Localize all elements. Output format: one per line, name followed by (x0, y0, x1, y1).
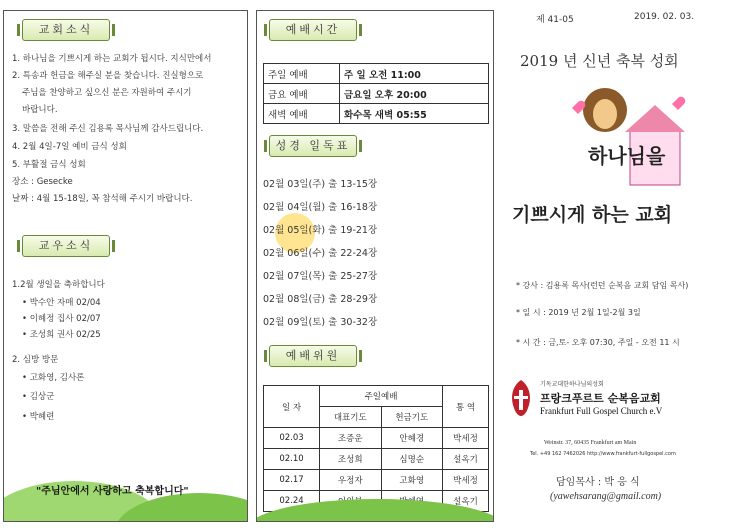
col-offering: 헌금기도 (381, 407, 443, 428)
service-time: 화수목 새벽 05:55 (339, 104, 488, 124)
address: Weinstr. 37, 60435 Frankfurt am Main (544, 440, 637, 446)
denomination-name: 기독교대한하나님의성회 (540, 381, 604, 388)
table-header-row (264, 386, 489, 407)
duty-offering: 고화영 (381, 470, 443, 491)
duty-date: 02.17 (264, 470, 320, 491)
duty-date: 02.10 (264, 449, 320, 470)
issue-number: 제 41-05 (536, 15, 574, 25)
speaker-info: * 강사 : 김용록 목사(런던 순복음 교회 담임 목사) (516, 281, 689, 290)
news-item-4: 4. 2월 4일-7일 예비 금식 성회 (12, 142, 127, 152)
member-news-header: 교우소식 (22, 235, 110, 257)
duty-header: 예배위원 (269, 345, 357, 367)
news-item-date: 날짜 : 4월 15-18일, 꼭 참석해 주시기 바랍니다. (12, 194, 193, 204)
duty-prayer: 우정자 (320, 470, 382, 491)
contact: Tel. +49 162 7462026 http://www.frankfurt-fullgospel.com (530, 451, 676, 457)
table-row (264, 64, 489, 84)
news-item-1: 1. 하나님을 기쁘시게 하는 교회가 됩시다. 지식만에서 (12, 54, 212, 64)
duty-interp: 설옥기 (443, 449, 489, 470)
news-item-2b: 주님을 찬양하고 싶으신 분은 자원하여 주시기 (22, 88, 192, 98)
duty-interp: 박세정 (443, 428, 489, 449)
service-name: 금요 예배 (264, 84, 340, 104)
church-name-korean: 프랑크푸르트 순복음교회 (540, 392, 661, 405)
service-time: 금요일 오후 20:00 (339, 84, 488, 104)
col-interp: 통 역 (443, 386, 489, 428)
visit-3: • 박혜련 (22, 412, 55, 422)
news-item-3: 3. 말씀을 전해 주신 김용록 목사님께 감사드립니다. (12, 124, 204, 134)
birthday-title: 1.2월 생일을 축하합니다 (12, 280, 105, 290)
table-row (264, 449, 489, 470)
church-news-panel (3, 10, 248, 522)
pastor-name: 담임목사 : 박 응 식 (556, 477, 640, 488)
theme-line-1: 하나님을 (588, 144, 666, 168)
duty-date: 02.03 (264, 428, 320, 449)
dates-info: * 일 시 : 2019 년 2월 1일-2월 3일 (516, 308, 641, 317)
church-name-english: Frankfurt Full Gospel Church e.V (540, 406, 663, 416)
pastor-email: (yawehsarang@gmail.com) (550, 491, 662, 502)
news-item-2: 2. 특송과 헌금을 해주실 분을 찾습니다. 진실형으로 (12, 71, 204, 81)
news-item-place: 장소 : Gesecke (12, 177, 73, 187)
table-row (264, 104, 489, 124)
service-name: 주일 예배 (264, 64, 340, 84)
bible-row-2: 02월 04일(월) 출 16-18장 (263, 202, 378, 213)
service-name: 새벽 예배 (264, 104, 340, 124)
times-info: * 시 간 : 금,토- 오후 07:30, 주일 - 오전 11 시 (516, 338, 680, 347)
news-item-2c: 바랍니다. (22, 105, 58, 115)
duty-interp: 박세정 (443, 470, 489, 491)
col-prayer: 대표기도 (320, 407, 382, 428)
bible-row-4: 02월 06일(수) 출 22-24장 (263, 248, 378, 259)
visit-title: 2. 심방 방문 (12, 355, 59, 365)
blessing-text: "주님안에서 사랑하고 축복합니다" (36, 486, 189, 497)
birthday-3: • 조성희 권사 02/25 (22, 330, 101, 340)
bible-reading-header: 성경 일독표 (269, 135, 357, 157)
duty-offering: 안혜경 (381, 428, 443, 449)
duty-table (263, 385, 489, 512)
table-row (264, 428, 489, 449)
birthday-1: • 박수안 자매 02/04 (22, 298, 101, 308)
birthday-2: • 이혜정 집사 02/07 (22, 314, 101, 324)
col-service: 주일예배 (320, 386, 443, 407)
bible-row-6: 02월 08일(금) 출 28-29장 (263, 294, 378, 305)
col-date: 일 자 (264, 386, 320, 428)
duty-prayer: 조증운 (320, 428, 382, 449)
illustration-icon (560, 70, 710, 190)
table-row (264, 470, 489, 491)
bible-row-5: 02월 07일(목) 출 25-27장 (263, 271, 378, 282)
duty-interp: 설옥기 (443, 491, 489, 512)
bible-row-7: 02월 09일(토) 출 30-32장 (263, 317, 378, 328)
bible-row-3: 02월 05일(화) 출 19-21장 (263, 225, 378, 236)
service-time: 주 일 오전 11:00 (339, 64, 488, 84)
service-times-header: 예배시간 (269, 19, 357, 41)
news-item-5: 5. 부활절 금식 성회 (12, 160, 86, 170)
event-title: 2019 년 신년 축복 성회 (520, 52, 679, 70)
table-row (264, 84, 489, 104)
duty-date: 02.24 (264, 491, 320, 512)
bible-row-1: 02월 03일(주) 출 13-15장 (263, 179, 378, 190)
duty-prayer: 조성희 (320, 449, 382, 470)
service-times-table (263, 63, 489, 124)
visit-2: • 김상군 (22, 392, 55, 402)
schedule-panel (256, 10, 494, 522)
visit-1: • 고화영, 김사론 (22, 373, 85, 383)
issue-date: 2019. 02. 03. (634, 12, 695, 22)
church-news-header: 교회소식 (22, 19, 110, 41)
cover-panel (500, 0, 750, 530)
theme-line-2: 기쁘시게 하는 교회 (512, 204, 673, 226)
duty-offering: 심명순 (381, 449, 443, 470)
church-logo-icon (508, 378, 534, 418)
